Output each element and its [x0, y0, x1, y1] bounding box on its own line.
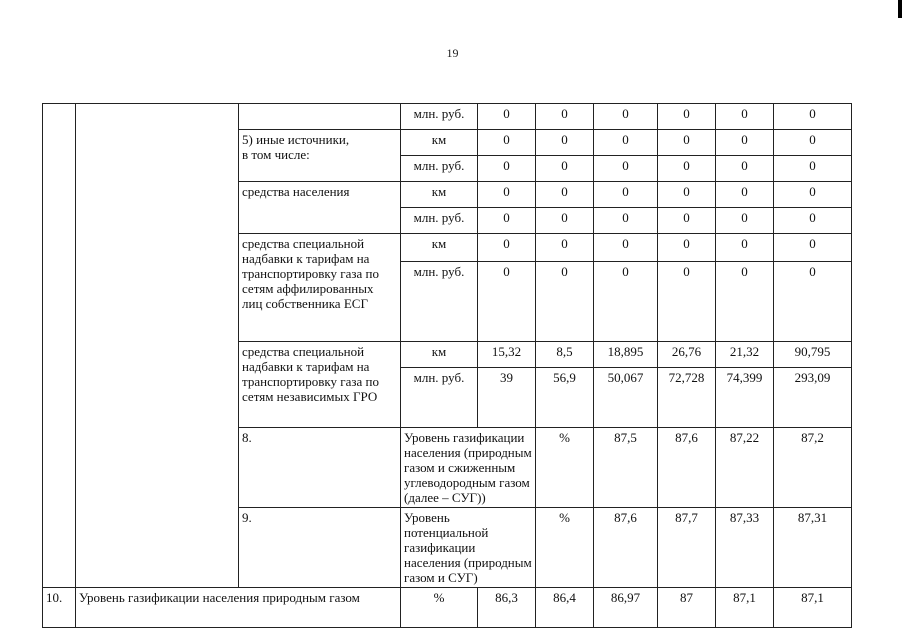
value-cell: 50,067 — [594, 368, 658, 428]
data-table — [42, 103, 852, 628]
unit-cell: млн. руб. — [401, 156, 478, 182]
value-cell: 0 — [594, 208, 658, 234]
value-cell: 0 — [658, 104, 716, 130]
row-number: 8. — [239, 428, 401, 508]
value-cell: 0 — [716, 182, 774, 208]
scan-edge-mark — [898, 0, 902, 18]
value-cell: 0 — [594, 104, 658, 130]
unit-cell: % — [401, 588, 478, 628]
value-cell: 0 — [774, 182, 852, 208]
value-cell: 87,31 — [774, 508, 852, 588]
value-cell: 0 — [658, 156, 716, 182]
page-number: 19 — [446, 46, 459, 60]
value-cell: 0 — [478, 130, 536, 156]
value-cell: 87,7 — [658, 508, 716, 588]
value-cell: 0 — [774, 130, 852, 156]
sublabel-cell-empty — [239, 104, 401, 130]
value-cell: 0 — [536, 104, 594, 130]
row-number: 10. — [43, 588, 76, 628]
value-cell: 0 — [536, 208, 594, 234]
value-cell: 0 — [536, 234, 594, 262]
value-cell: 0 — [536, 262, 594, 342]
unit-cell: млн. руб. — [401, 368, 478, 428]
value-cell: 0 — [658, 234, 716, 262]
value-cell: 72,728 — [658, 368, 716, 428]
sublabel-cell: 5) иные источники, в том числе: — [239, 130, 401, 182]
value-cell: 0 — [478, 156, 536, 182]
value-cell: 0 — [594, 234, 658, 262]
value-cell: 87,22 — [716, 428, 774, 508]
value-cell: 87,2 — [774, 428, 852, 508]
indicator-label: Уровень газификации населения природным газом — [76, 588, 401, 628]
value-cell: 87,1 — [716, 588, 774, 628]
row-number: 9. — [239, 508, 401, 588]
value-cell: 0 — [478, 104, 536, 130]
value-cell: 0 — [478, 208, 536, 234]
value-cell: 87 — [658, 588, 716, 628]
value-cell: 0 — [594, 182, 658, 208]
value-cell: 293,09 — [774, 368, 852, 428]
label-cell-empty — [76, 104, 239, 588]
value-cell: 15,32 — [478, 342, 536, 368]
value-cell: 0 — [478, 234, 536, 262]
value-cell: 87,6 — [658, 428, 716, 508]
value-cell: 0 — [536, 182, 594, 208]
value-cell: 87,6 — [594, 508, 658, 588]
value-cell: 86,3 — [478, 588, 536, 628]
value-cell: 0 — [716, 208, 774, 234]
indicator-label: Уровень потенциальной газификации населения (природным газом и СУГ) — [401, 508, 536, 588]
value-cell: 0 — [478, 182, 536, 208]
unit-cell: км — [401, 130, 478, 156]
value-cell: 0 — [536, 156, 594, 182]
num-cell-empty — [43, 104, 76, 588]
unit-cell: % — [536, 428, 594, 508]
sublabel-cell: средства населения — [239, 182, 401, 234]
sublabel-cell: средства специальной надбавки к тарифам на транспортировку газа по сетям аффилированных лиц собственника ЕСГ — [239, 234, 401, 342]
value-cell: 0 — [658, 262, 716, 342]
value-cell: 90,795 — [774, 342, 852, 368]
unit-cell: % — [536, 508, 594, 588]
table-row — [43, 104, 852, 130]
value-cell: 39 — [478, 368, 536, 428]
value-cell: 87,33 — [716, 508, 774, 588]
value-cell: 0 — [594, 130, 658, 156]
value-cell: 0 — [658, 130, 716, 156]
value-cell: 0 — [774, 234, 852, 262]
indicator-label: Уровень газификации населения (природным газом и сжиженным углеводородным газом (далее – СУГ)) — [401, 428, 536, 508]
unit-cell: км — [401, 182, 478, 208]
value-cell: 87,5 — [594, 428, 658, 508]
value-cell: 21,32 — [716, 342, 774, 368]
value-cell: 18,895 — [594, 342, 658, 368]
unit-cell: млн. руб. — [401, 262, 478, 342]
value-cell: 0 — [536, 130, 594, 156]
value-cell: 0 — [478, 262, 536, 342]
sublabel-cell: средства специальной надбавки к тарифам на транспортировку газа по сетям независимых ГРО — [239, 342, 401, 428]
value-cell: 8,5 — [536, 342, 594, 368]
value-cell: 86,97 — [594, 588, 658, 628]
value-cell: 0 — [716, 234, 774, 262]
value-cell: 0 — [774, 208, 852, 234]
value-cell: 0 — [774, 262, 852, 342]
value-cell: 26,76 — [658, 342, 716, 368]
value-cell: 0 — [716, 130, 774, 156]
unit-cell: млн. руб. — [401, 104, 478, 130]
value-cell: 0 — [716, 156, 774, 182]
value-cell: 74,399 — [716, 368, 774, 428]
unit-cell: км — [401, 342, 478, 368]
value-cell: 0 — [594, 262, 658, 342]
unit-cell: км — [401, 234, 478, 262]
value-cell: 56,9 — [536, 368, 594, 428]
value-cell: 0 — [658, 208, 716, 234]
value-cell: 0 — [594, 156, 658, 182]
value-cell: 0 — [716, 104, 774, 130]
value-cell: 0 — [658, 182, 716, 208]
unit-cell: млн. руб. — [401, 208, 478, 234]
value-cell: 0 — [716, 262, 774, 342]
table-row — [43, 588, 852, 628]
value-cell: 0 — [774, 104, 852, 130]
value-cell: 87,1 — [774, 588, 852, 628]
value-cell: 0 — [774, 156, 852, 182]
value-cell: 86,4 — [536, 588, 594, 628]
